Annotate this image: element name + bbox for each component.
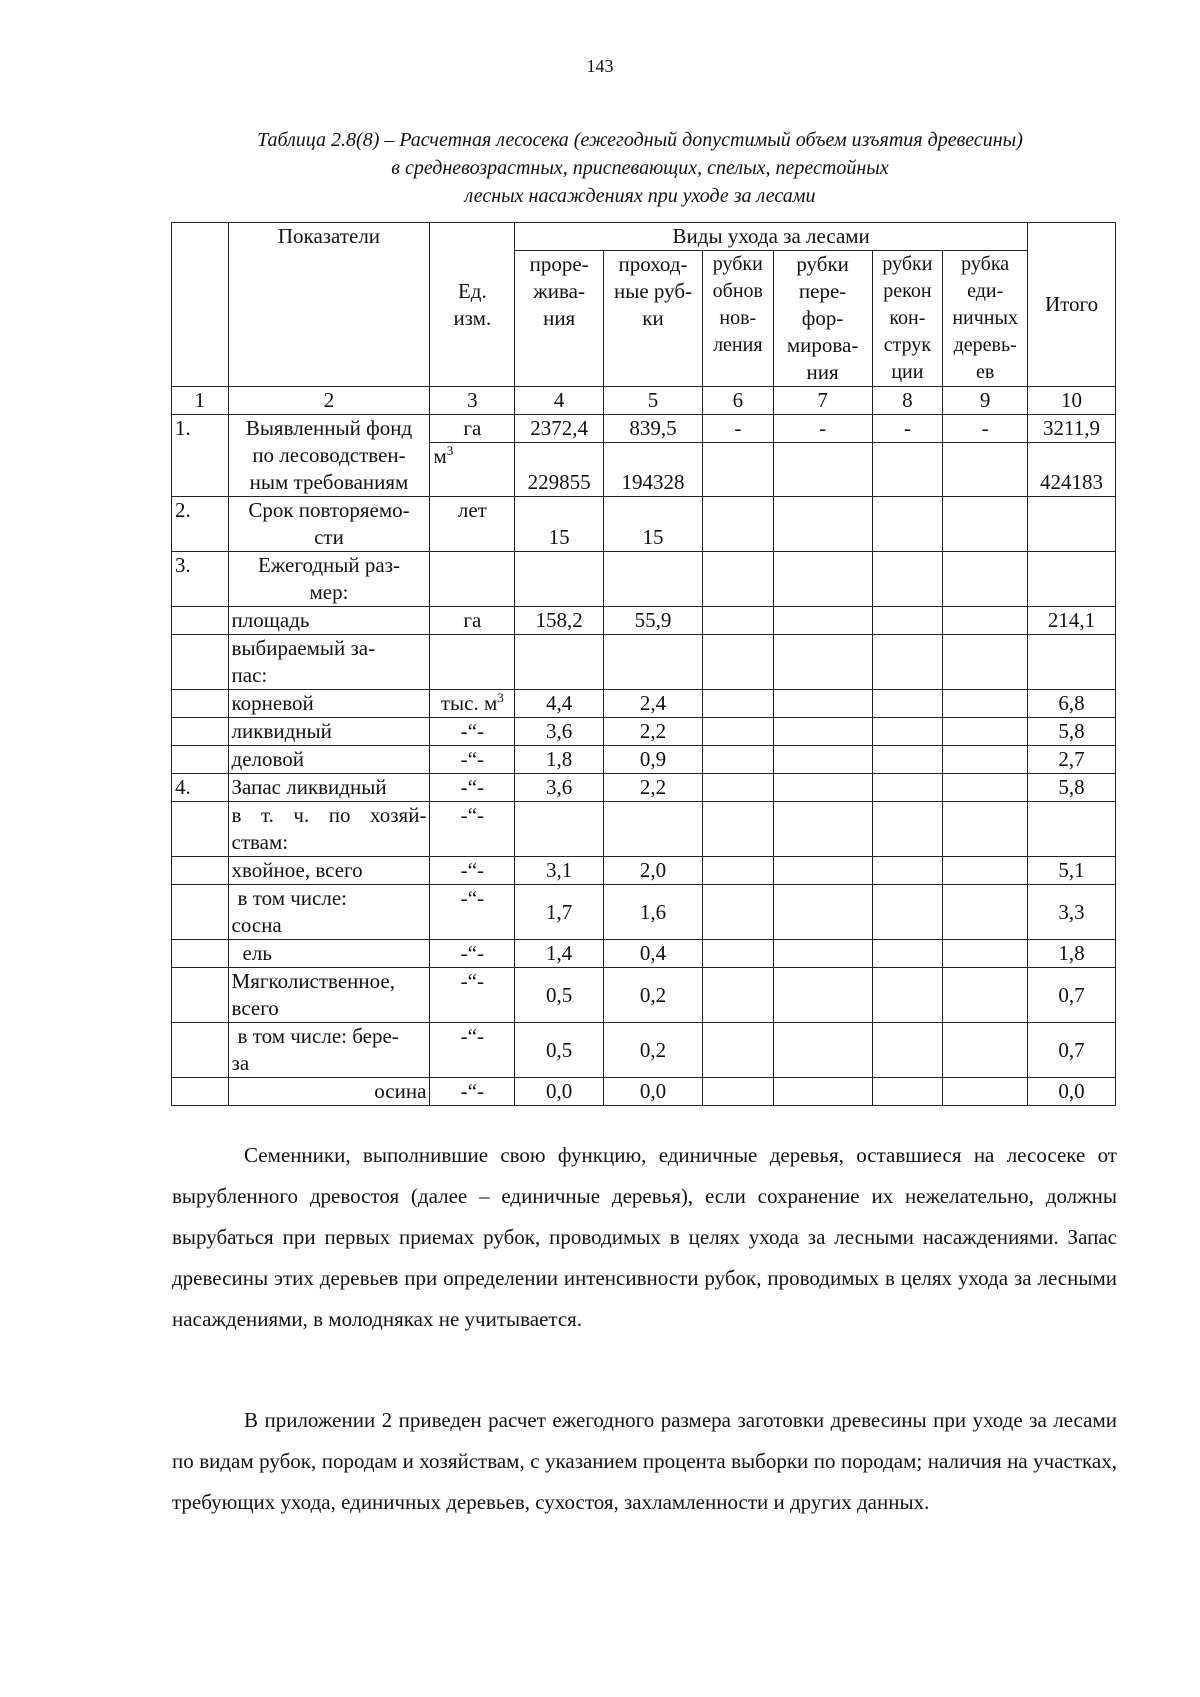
row-unit [430, 443, 515, 497]
cell [604, 552, 703, 607]
cell [943, 718, 1028, 746]
row-name: площадь [228, 607, 430, 635]
row-name [228, 802, 430, 857]
header-text: деревь- [953, 334, 1017, 356]
column-number: 6 [702, 387, 773, 415]
cell [872, 857, 943, 885]
header-col-thinning [515, 251, 604, 387]
row-unit: га [430, 415, 515, 443]
cell [943, 690, 1028, 718]
column-number: 4 [515, 387, 604, 415]
table-row [172, 552, 1116, 607]
cell: 1,8 [515, 746, 604, 774]
row-name-line: всего [231, 996, 279, 1020]
row-number [172, 718, 229, 746]
cell-total: 5,8 [1028, 774, 1116, 802]
paragraph-appendix [172, 1400, 1117, 1523]
cell [943, 1023, 1028, 1078]
cell [943, 443, 1028, 497]
header-care-types: Виды ухода за лесами [515, 223, 1028, 251]
row-name-line: сти [314, 525, 344, 549]
table-row [172, 968, 1116, 1023]
table-row [172, 774, 1116, 802]
cell-total [1028, 802, 1116, 857]
row-unit [430, 635, 515, 690]
header-text: рубки [712, 253, 763, 275]
row-number [172, 635, 229, 690]
cell [872, 635, 943, 690]
row-name: ель [228, 940, 430, 968]
cell [702, 690, 773, 718]
row-name-line: в том числе: [237, 886, 347, 910]
cell [943, 1078, 1028, 1106]
cell [943, 885, 1028, 940]
row-unit: -“- [430, 885, 515, 940]
header-text: рекон [883, 280, 932, 302]
column-number: 10 [1028, 387, 1116, 415]
unit-text: тыс. м [440, 691, 498, 715]
header-text: струк [883, 334, 932, 356]
cell [773, 1078, 872, 1106]
cell: 0,9 [604, 746, 703, 774]
cell: 0,2 [604, 968, 703, 1023]
header-text: еди- [967, 280, 1004, 302]
column-number: 8 [872, 387, 943, 415]
cell [872, 607, 943, 635]
table-row [172, 690, 1116, 718]
header-num-cell [172, 223, 229, 387]
cell [943, 940, 1028, 968]
table-row [172, 718, 1116, 746]
row-unit: -“- [430, 857, 515, 885]
row-name [228, 885, 430, 940]
cell [702, 857, 773, 885]
unit-text: м [433, 444, 447, 468]
header-text: мирова- [786, 333, 859, 357]
header-text: ничных [952, 307, 1018, 329]
page-number: 143 [586, 56, 614, 76]
header-col-reformation [773, 251, 872, 387]
cell [872, 940, 943, 968]
cell [943, 774, 1028, 802]
cell: 1,4 [515, 940, 604, 968]
cell-total: 0,7 [1028, 968, 1116, 1023]
row-number [172, 1078, 229, 1106]
cell [943, 497, 1028, 552]
row-unit: -“- [430, 940, 515, 968]
cell [872, 718, 943, 746]
cell: 2,2 [604, 718, 703, 746]
cell-total [1028, 552, 1116, 607]
row-name: осина [228, 1078, 430, 1106]
cell [773, 885, 872, 940]
table-row [172, 635, 1116, 690]
header-col-passage [604, 251, 703, 387]
row-unit: лет [430, 497, 515, 552]
cell [702, 552, 773, 607]
column-number: 2 [228, 387, 430, 415]
caption-line-3: лесных насаждениях при уходе за лесами [464, 185, 816, 207]
cell [872, 802, 943, 857]
row-name-line: в том числе: бере- [237, 1024, 399, 1048]
row-name-line: выбираемый за- [231, 636, 376, 660]
cell: 1,7 [515, 885, 604, 940]
row-number [172, 607, 229, 635]
cell [872, 774, 943, 802]
cell [702, 802, 773, 857]
cell: - [773, 415, 872, 443]
caption-line-2: в средневозрастных, приспевающих, спелых, перестойных [391, 157, 889, 179]
header-text: рубка [961, 253, 1010, 275]
cell [943, 607, 1028, 635]
row-unit: га [430, 607, 515, 635]
cell-total: 5,8 [1028, 718, 1116, 746]
row-name-line: Срок повторяемо- [248, 498, 410, 522]
cell [943, 857, 1028, 885]
cell-total: 0,7 [1028, 1023, 1116, 1078]
cell [943, 802, 1028, 857]
cell [773, 718, 872, 746]
row-number: 2. [172, 497, 229, 552]
cell [943, 968, 1028, 1023]
row-unit [430, 552, 515, 607]
cell [872, 885, 943, 940]
table-caption [165, 126, 1115, 210]
cell-total: 0,0 [1028, 1078, 1116, 1106]
header-text: ния [543, 306, 576, 330]
header-text: ния [806, 360, 839, 384]
header-text: ев [975, 361, 995, 383]
header-total: Итого [1028, 223, 1116, 387]
cell: 0,0 [604, 1078, 703, 1106]
cell [773, 443, 872, 497]
row-name [228, 1023, 430, 1078]
cell [872, 552, 943, 607]
row-name-line: ным требованиям [249, 470, 409, 494]
cell: 15 [604, 497, 703, 552]
cell: 1,6 [604, 885, 703, 940]
logging-table [171, 222, 1116, 1106]
cell [872, 1078, 943, 1106]
cell [943, 746, 1028, 774]
row-number [172, 802, 229, 857]
paragraph-text: В приложении 2 приведен расчет ежегодного размера заготовки древесины при уходе за лесами по видам рубок, породам и хозяйствам, с указанием процента выборки по породам; наличия на участках, требующих ухода, единичных деревьев, сухостоя, захламленности и других данных. [172, 1408, 1117, 1514]
header-text: кон- [889, 307, 926, 329]
cell: 2,2 [604, 774, 703, 802]
cell [773, 968, 872, 1023]
caption-line-1: Таблица 2.8(8) – Расчетная лесосека (ежегодный допустимый объем изъятия древесины) [257, 129, 1023, 151]
row-unit: -“- [430, 1078, 515, 1106]
row-name: Запас ликвидный [228, 774, 430, 802]
cell [515, 552, 604, 607]
row-number: 1. [172, 415, 229, 497]
unit-sup: 3 [446, 443, 454, 458]
cell [702, 718, 773, 746]
header-col-renewal [702, 251, 773, 387]
cell [773, 746, 872, 774]
cell: - [872, 415, 943, 443]
cell: 839,5 [604, 415, 703, 443]
paragraph-text: Семенники, выполнившие свою функцию, единичные деревья, оставшиеся на лесосеке от вырубленного древостоя (далее – единичные деревья), если сохранение их нежелательно, должны вырубаться при первых приемах рубок, проводимых в целях ухода за лесными насаждениями. Запас древесины этих деревьев при определении интенсивности рубок, проводимых в целях ухода за лесными насаждениями, в молодняках не учитывается. [172, 1143, 1117, 1331]
row-unit [430, 690, 515, 718]
cell [702, 1078, 773, 1106]
cell-total [1028, 497, 1116, 552]
header-text: жива- [533, 279, 585, 303]
cell [702, 635, 773, 690]
row-number [172, 968, 229, 1023]
table-row [172, 940, 1116, 968]
cell [702, 940, 773, 968]
header-text: обнов [712, 280, 763, 302]
table-row [172, 746, 1116, 774]
cell [943, 635, 1028, 690]
header-unit-line1: Ед. [457, 278, 487, 303]
row-name [228, 552, 430, 607]
cell: 2,4 [604, 690, 703, 718]
cell [702, 746, 773, 774]
row-name-line: Выявленный фонд [245, 416, 413, 440]
row-unit: -“- [430, 802, 515, 857]
header-text: ции [891, 361, 924, 383]
table-row [172, 607, 1116, 635]
header-unit-line2: изм. [453, 305, 492, 330]
cell [773, 607, 872, 635]
cell-total: 3211,9 [1028, 415, 1116, 443]
row-name-line: сосна [231, 913, 282, 937]
cell-total: 2,7 [1028, 746, 1116, 774]
row-unit: -“- [430, 774, 515, 802]
table-row [172, 415, 1116, 443]
row-unit: -“- [430, 746, 515, 774]
row-name-line: пас: [231, 663, 268, 687]
row-number [172, 690, 229, 718]
cell [872, 746, 943, 774]
table-row [172, 857, 1116, 885]
cell [702, 443, 773, 497]
row-unit: -“- [430, 718, 515, 746]
table-row [172, 1023, 1116, 1078]
cell [872, 968, 943, 1023]
cell [604, 802, 703, 857]
header-text: проре- [529, 252, 589, 276]
cell [702, 497, 773, 552]
cell: 15 [515, 497, 604, 552]
row-number: 3. [172, 552, 229, 607]
column-number: 1 [172, 387, 229, 415]
cell [773, 1023, 872, 1078]
row-number [172, 885, 229, 940]
header-col-reconstruction [872, 251, 943, 387]
cell: 2372,4 [515, 415, 604, 443]
header-unit [430, 223, 515, 387]
column-number: 3 [430, 387, 515, 415]
header-text: фор- [801, 306, 844, 330]
row-name: ликвидный [228, 718, 430, 746]
cell: 0,0 [515, 1078, 604, 1106]
cell: 0,5 [515, 968, 604, 1023]
cell [515, 802, 604, 857]
cell [872, 443, 943, 497]
table-row [172, 1078, 1116, 1106]
cell [702, 1023, 773, 1078]
cell [702, 885, 773, 940]
cell [773, 552, 872, 607]
cell: 229855 [515, 443, 604, 497]
row-number [172, 857, 229, 885]
cell [773, 690, 872, 718]
row-name-line: в т. ч. по хозяй- [231, 803, 427, 827]
row-number [172, 746, 229, 774]
column-number: 7 [773, 387, 872, 415]
row-number [172, 1023, 229, 1078]
row-name-line: мер: [309, 580, 349, 604]
cell [515, 635, 604, 690]
column-number: 5 [604, 387, 703, 415]
cell [773, 857, 872, 885]
cell [773, 802, 872, 857]
cell-total: 6,8 [1028, 690, 1116, 718]
header-text: ные руб- [614, 279, 693, 303]
row-unit: -“- [430, 968, 515, 1023]
cell [943, 552, 1028, 607]
row-name-line: ствам: [231, 830, 289, 854]
row-name-line: за [231, 1051, 250, 1075]
cell [872, 497, 943, 552]
header-text: проход- [618, 252, 688, 276]
unit-sup: 3 [497, 690, 504, 705]
row-name [228, 415, 430, 497]
row-number [172, 940, 229, 968]
cell-total: 3,3 [1028, 885, 1116, 940]
cell: 3,1 [515, 857, 604, 885]
cell [773, 940, 872, 968]
table-row [172, 802, 1116, 857]
cell: - [702, 415, 773, 443]
cell-total [1028, 635, 1116, 690]
cell [773, 635, 872, 690]
row-name: хвойное, всего [228, 857, 430, 885]
column-number: 9 [943, 387, 1028, 415]
cell [702, 968, 773, 1023]
cell: 158,2 [515, 607, 604, 635]
cell [773, 774, 872, 802]
header-text: рубки [796, 252, 849, 276]
table-row [172, 885, 1116, 940]
row-name-line: Мягколиственное, [231, 969, 395, 993]
header-text: ления [713, 334, 763, 356]
cell [604, 635, 703, 690]
cell: 0,5 [515, 1023, 604, 1078]
cell: 0,2 [604, 1023, 703, 1078]
cell: 2,0 [604, 857, 703, 885]
row-name [228, 968, 430, 1023]
column-number-row [172, 387, 1116, 415]
header-text: рубки [882, 253, 933, 275]
row-name [228, 497, 430, 552]
row-unit: -“- [430, 1023, 515, 1078]
row-name-line: по лесоводствен- [252, 443, 406, 467]
cell [872, 690, 943, 718]
cell-total: 214,1 [1028, 607, 1116, 635]
row-name-line: Ежегодный раз- [257, 553, 400, 577]
cell-total: 424183 [1028, 443, 1116, 497]
row-number: 4. [172, 774, 229, 802]
header-text: нов- [719, 307, 757, 329]
cell: 0,4 [604, 940, 703, 968]
cell: 3,6 [515, 774, 604, 802]
row-name [228, 635, 430, 690]
cell: 194328 [604, 443, 703, 497]
header-indicators: Показатели [228, 223, 430, 387]
cell-total: 1,8 [1028, 940, 1116, 968]
header-col-single-trees [943, 251, 1028, 387]
cell [702, 774, 773, 802]
cell [773, 497, 872, 552]
row-name: деловой [228, 746, 430, 774]
cell [872, 1023, 943, 1078]
cell [702, 607, 773, 635]
row-name: корневой [228, 690, 430, 718]
header-text: пере- [798, 279, 847, 303]
cell: 3,6 [515, 718, 604, 746]
cell: 4,4 [515, 690, 604, 718]
table-row [172, 497, 1116, 552]
cell-total: 5,1 [1028, 857, 1116, 885]
header-text: ки [642, 306, 664, 330]
cell: 55,9 [604, 607, 703, 635]
cell: - [943, 415, 1028, 443]
paragraph-seed-trees [172, 1135, 1117, 1340]
